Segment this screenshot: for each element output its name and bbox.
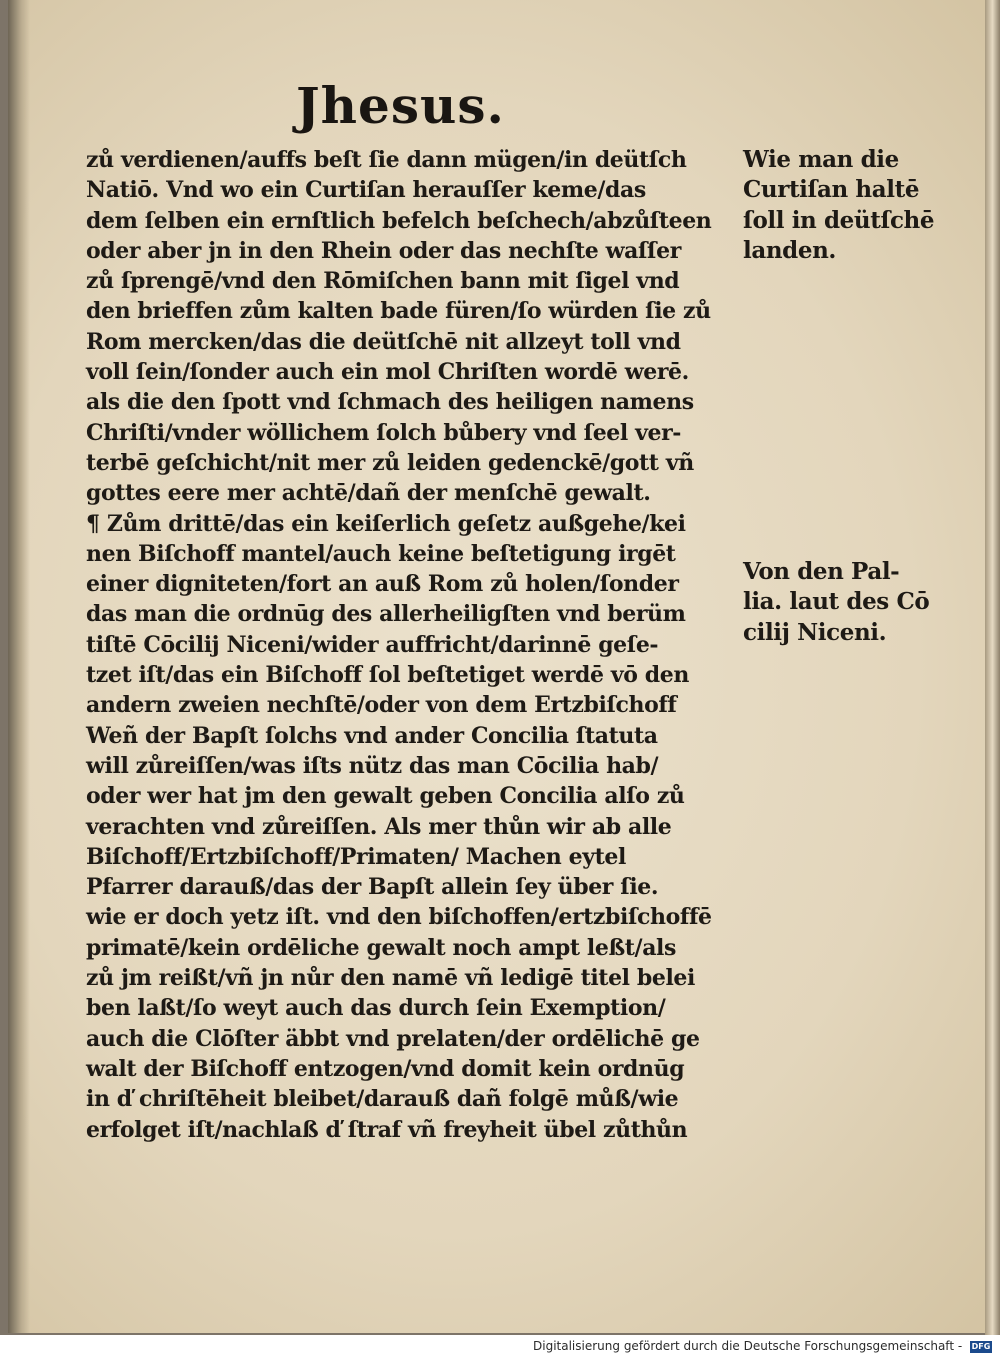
gloss-line: lia. laut des Cō [743, 588, 930, 616]
digitization-footer [0, 1335, 1000, 1358]
dfg-logo-icon: DFG [971, 1341, 991, 1351]
main-text-block [86, 145, 736, 1145]
page-edge [985, 0, 1000, 1335]
text-line: walt der Biſchoff entzogen/vnd domit kein ordnūg [86, 1055, 685, 1082]
text-line: nen Biſchoff mantel/auch keine beſtetigung irgēt [86, 540, 676, 567]
text-line: Weñ der Bapſt ſolchs vnd ander Concilia ſtatuta [86, 722, 658, 749]
gloss-line: Wie man die [743, 146, 899, 173]
text-line: verachten vnd zůreiſſen. Als mer thůn wir ab alle [86, 813, 672, 840]
text-line: Rom mercken/das die deütſchē nit allzeyt toll vnd [86, 328, 681, 355]
gloss-line: Von den Pal- [743, 558, 900, 585]
text-line: gottes eere mer achtē/dañ der menſchē gewalt. [86, 480, 651, 507]
text-line: primatē/kein ordēliche gewalt noch ampt leßt/als [86, 934, 676, 961]
text-line: einer digniteten/fort an auß Rom zů holen/ſonder [86, 571, 679, 598]
running-title: Jhesus. [296, 76, 505, 135]
footer-credit-text: Digitalisierung gefördert durch die Deutsche Forschungsgemeinschaft - [533, 1339, 963, 1353]
text-line: erfolget iſt/nachlaß ď ſtraf vñ freyheit übel zůthůn [86, 1116, 688, 1143]
text-line: zů ſprengē/vnd den Rōmiſchen bann mit ſigel vnd [86, 268, 680, 295]
text-line: tiſtē Cōcilij Niceni/wider auffricht/darinnē geſe- [86, 631, 659, 658]
text-line: als die den ſpott vnd ſchmach des heiligen namens [86, 389, 694, 416]
text-line: oder aber jn in den Rhein oder das nechſte waſſer [86, 237, 681, 264]
gloss-line: landen. [743, 236, 837, 264]
text-line-paragraph-start [86, 509, 736, 539]
gloss-line: Curtiſan haltē [743, 176, 920, 204]
text-line: terbē geſchicht/nit mer zů leiden gedenckē/gott vñ [86, 449, 694, 476]
text-line: will zůreiſſen/was iſts nütz das man Cōcilia hab/ [86, 752, 659, 779]
text-line: tzet iſt/das ein Biſchoff ſol beſtetiget werdē vō den [86, 662, 689, 689]
gloss-line: ſoll in deütſchē [743, 206, 935, 234]
text-line: oder wer hat jm den gewalt geben Concilia alſo zů [86, 783, 685, 810]
text-line: Chriſti/vnder wöllichem ſolch bůbery vnd ſeel ver- [86, 419, 682, 446]
marginal-gloss-pallia [743, 557, 930, 648]
book-page [8, 0, 1000, 1333]
text-line: auch die Clōſter äbbt vnd prelaten/der ordēlichē ge [86, 1025, 700, 1052]
text-line: zů verdienen/auffs beſt ſie dann mügen/in deütſch [86, 147, 687, 173]
text-line: dem ſelben ein ernſtlich befelch beſchech/abzůſteen [86, 207, 712, 234]
text-line: Natiō. Vnd wo ein Curtiſan herauſſer keme/das [86, 177, 646, 204]
text-line: wie er doch yetz iſt. vnd den biſchoffen/ertzbiſchoffē [86, 904, 712, 931]
text-line: ben laßt/ſo weyt auch das durch ſein Exemption/ [86, 995, 666, 1022]
pilcrow-mark: ¶ [86, 510, 100, 537]
text-line: voll ſein/ſonder auch ein mol Chriſten wordē werē. [86, 359, 689, 386]
text-line: Biſchoff/Ertzbiſchoff/Primaten/ Machen eytel [86, 843, 626, 870]
text-line: zů jm reißt/vñ jn nůr den namē vñ ledigē titel belei [86, 965, 695, 992]
page-gutter [8, 0, 30, 1333]
text-line: in ď chriſtēheit bleibet/darauß dañ folgē můß/wie [86, 1086, 679, 1113]
text-line: andern zweien nechſtē/oder von dem Ertzbiſchoff [86, 692, 677, 719]
text-line: Zům drittē/das ein keiſerlich geſetz außgehe/kei [106, 510, 686, 537]
gloss-line: cilij Niceni. [743, 618, 887, 646]
text-line: Pfarrer darauß/das der Bapſt allein ſey über ſie. [86, 874, 659, 901]
text-line: das man die ordnūg des allerheiligſten vnd berüm [86, 601, 686, 628]
marginal-gloss-curtisan [743, 145, 935, 266]
text-line: den brieffen zům kalten bade füren/ſo würden ſie zů [86, 298, 711, 325]
